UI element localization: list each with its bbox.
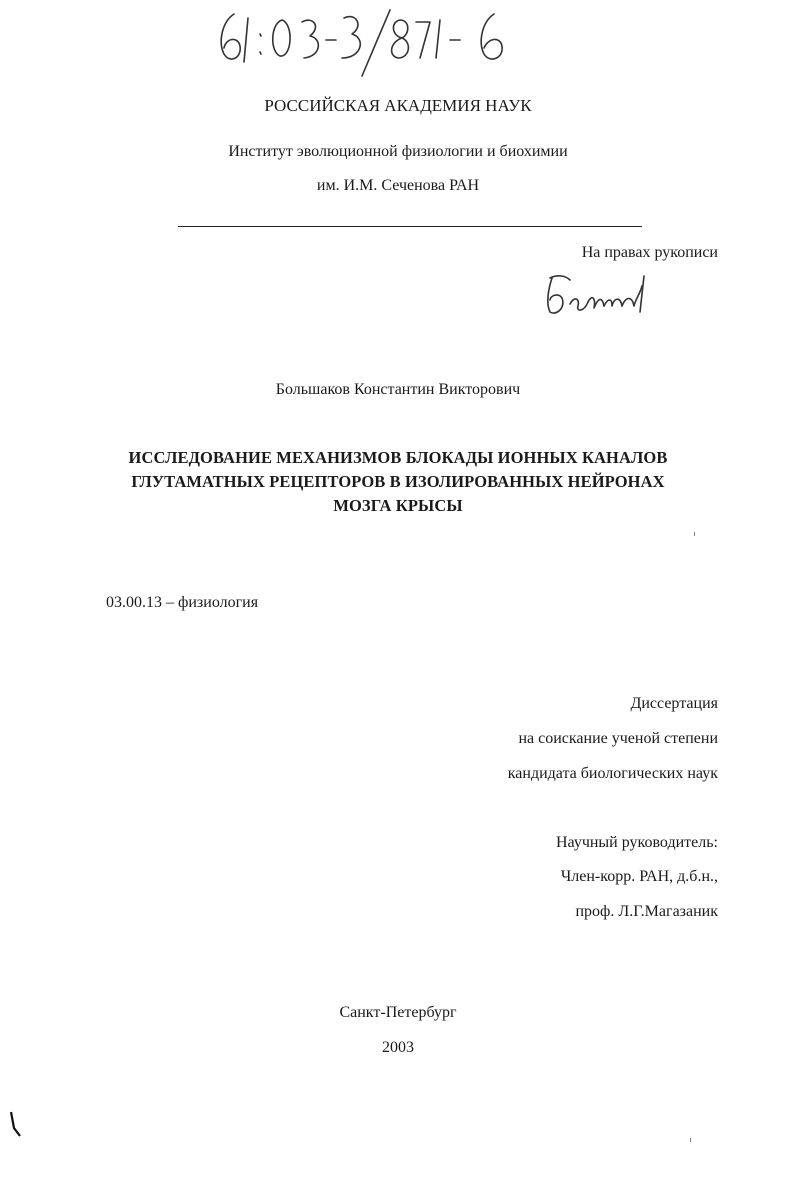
institute-name-line2: им. И.М. Сеченова РАН [316,177,480,194]
scan-artifact-mark [8,1110,24,1140]
degree-line: на соискание ученой степени [518,730,718,747]
supervisor-label: Научный руководитель: [555,834,718,851]
supervisor-name: проф. Л.Г.Магазаник [575,903,718,920]
title-line: МОЗГА КРЫСЫ [333,496,463,515]
year: 2003 [382,1039,414,1056]
academy-name: РОССИЙСКАЯ АКАДЕМИЯ НАУК [264,96,532,115]
author-name: Большаков Константин Викторович [275,381,521,398]
scan-artifact-dot [694,532,695,536]
handwritten-archive-number [212,8,522,78]
supervisor-title: Член-корр. РАН, д.б.н., [560,868,718,885]
dissertation-title [0,446,796,518]
scan-artifact-dot [690,1138,691,1142]
rights-note: На правах рукописи [581,244,718,261]
specialty-code: 03.00.13 – физиология [106,594,259,611]
title-line: ГЛУТАМАТНЫХ РЕЦЕПТОРОВ В ИЗОЛИРОВАННЫХ НЕЙРОНАХ [131,472,665,491]
title-line: ИССЛЕДОВАНИЕ МЕХАНИЗМОВ БЛОКАДЫ ИОННЫХ КАНАЛОВ [128,448,668,467]
degree-field: кандидата биологических наук [507,765,718,782]
city: Санкт-Петербург [339,1004,457,1021]
dissertation-label: Диссертация [630,695,718,712]
header-divider [178,226,642,227]
author-signature [540,268,660,322]
institute-name: Институт эволюционной физиологии и биохимии [228,143,568,160]
